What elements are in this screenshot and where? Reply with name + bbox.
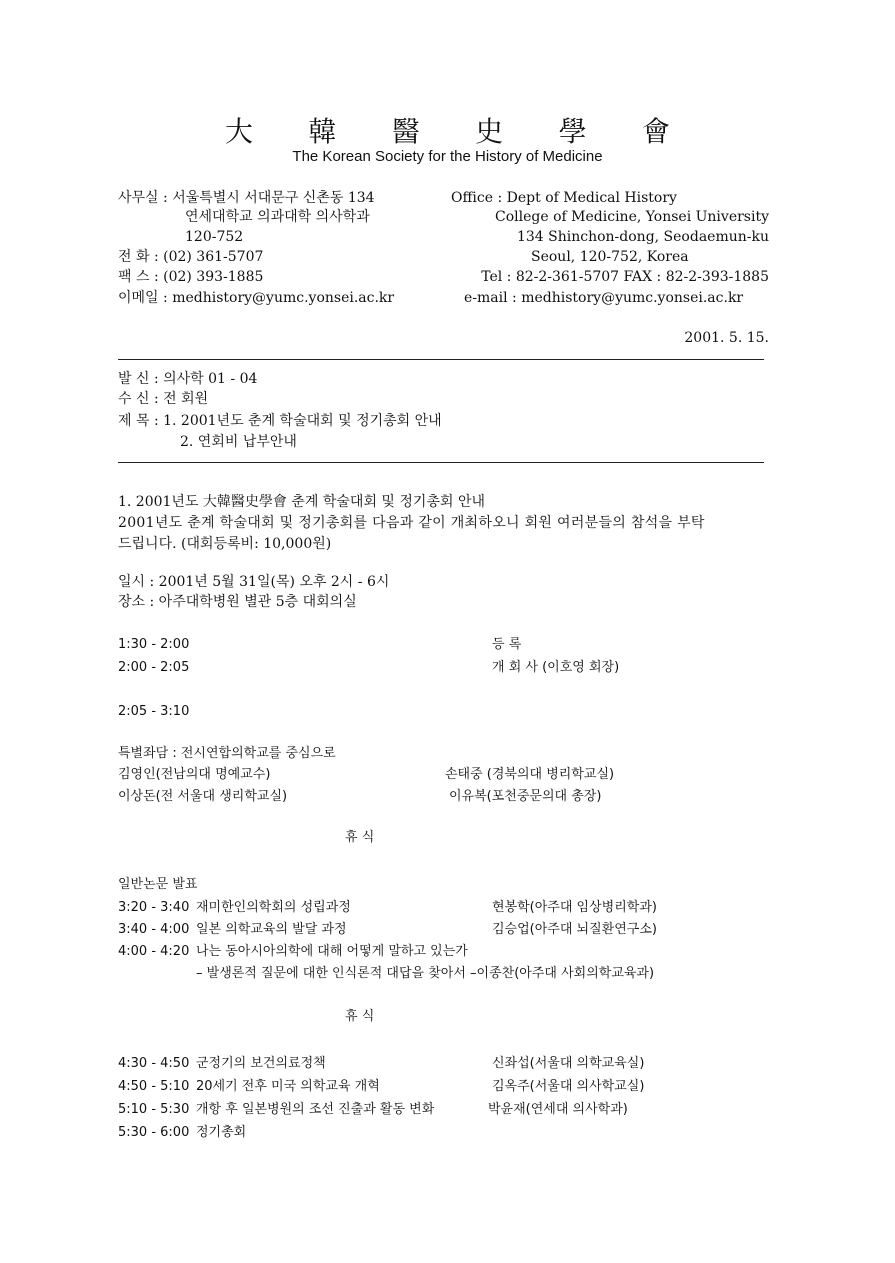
memo-subject-1: 제 목 : 1. 2001년도 춘계 학술대회 및 정기총회 안내 — [118, 413, 442, 429]
talk-speaker: 현봉학(아주대 임상병리학과) — [492, 900, 657, 915]
talk-speaker: 신좌섭(서울대 의학교육실) — [492, 1056, 645, 1071]
event-where: 장소 : 아주대학병원 별관 5층 대회의실 — [118, 594, 357, 610]
divider-top — [118, 359, 764, 360]
intro-line-1: 2001년도 춘계 학술대회 및 정기총회를 다음과 같이 개최하오니 회원 여러분들의 참석을 부탁 — [118, 515, 705, 531]
email-ko: 이메일 : medhistory@yumc.yonsei.ac.kr — [118, 290, 395, 306]
talk-speaker: 김승업(아주대 뇌질환연구소) — [492, 922, 657, 937]
panelist: 손태중 (경북의대 병리학교실) — [445, 767, 615, 782]
registration-time: 1:30 - 2:00 — [118, 637, 190, 652]
office-address-en-3: 134 Shinchon-dong, Seodaemun-ku — [516, 229, 769, 245]
email-en: e-mail : medhistory@yumc.yonsei.ac.kr — [464, 290, 744, 306]
talk-time: 5:10 - 5:30 — [118, 1102, 190, 1117]
special-session-title: 특별좌담 : 전시연합의학교를 중심으로 — [118, 746, 336, 761]
title-char: 大 — [225, 115, 254, 148]
memo-recipient: 수 신 : 전 회원 — [118, 391, 209, 407]
title-char: 韓 — [308, 115, 337, 148]
talk-speaker: 박윤재(연세대 의사학과) — [488, 1102, 628, 1117]
talk-time: 3:20 - 3:40 — [118, 900, 190, 915]
talk-subtitle-with-speaker: – 발생론적 질문에 대한 인식론적 대답을 찾아서 –이종찬(아주대 사회의학교육과) — [196, 966, 655, 981]
opening-label: 개 회 사 (이호영 회장) — [492, 660, 620, 675]
title-char: 醫 — [391, 115, 420, 148]
fax-ko: 팩 스 : (02) 393-1885 — [118, 269, 264, 285]
panelist: 김영인(전남의대 명예교수) — [118, 767, 271, 782]
society-title-english: The Korean Society for the History of Medicine — [292, 148, 603, 165]
talk-title: 일본 의학교육의 발달 과정 — [196, 922, 347, 937]
break-label: 휴 식 — [345, 830, 375, 845]
talk-time: 4:00 - 4:20 — [118, 944, 190, 959]
title-char: 史 — [475, 115, 504, 148]
office-address-ko-1: 사무실 : 서울특별시 서대문구 신촌동 134 — [118, 190, 375, 206]
panelist: 이유복(포천중문의대 총장) — [449, 789, 602, 804]
talk-title: 군정기의 보건의료정책 — [196, 1056, 326, 1071]
panelist: 이상돈(전 서울대 생리학교실) — [118, 789, 288, 804]
document-date: 2001. 5. 15. — [684, 330, 769, 346]
special-session-time: 2:05 - 3:10 — [118, 704, 190, 719]
section-title: 1. 2001년도 大韓醫史學會 춘계 학술대회 및 정기총회 안내 — [118, 494, 485, 510]
memo-subject-2: 2. 연회비 납부안내 — [180, 434, 297, 450]
general-papers-title: 일반논문 발표 — [118, 877, 198, 892]
talk-title: 재미한인의학회의 성립과정 — [196, 900, 351, 915]
talk-title: 개항 후 일본병원의 조선 진출과 활동 변화 — [196, 1102, 435, 1117]
talk-time: 4:30 - 4:50 — [118, 1056, 190, 1071]
phone-ko: 전 화 : (02) 361-5707 — [118, 249, 264, 265]
office-address-ko-3: 120-752 — [185, 229, 244, 245]
title-char: 會 — [641, 115, 670, 148]
divider-bottom — [118, 462, 764, 463]
tel-fax-en: Tel : 82-2-361-5707 FAX : 82-2-393-1885 — [481, 269, 769, 285]
opening-time: 2:00 - 2:05 — [118, 660, 190, 675]
office-address-en-2: College of Medicine, Yonsei University — [495, 209, 769, 225]
talk-time: 4:50 - 5:10 — [118, 1079, 190, 1094]
talk-title: 나는 동아시아의학에 대해 어떻게 말하고 있는가 — [196, 944, 468, 959]
society-title-hanja — [225, 116, 670, 148]
talk-speaker: 김옥주(서울대 의사학교실) — [492, 1079, 645, 1094]
talk-title: 20세기 전후 미국 의학교육 개혁 — [196, 1079, 380, 1094]
registration-label: 등 록 — [492, 637, 522, 652]
title-char: 學 — [558, 115, 587, 148]
event-when: 일시 : 2001년 5월 31일(목) 오후 2시 - 6시 — [118, 574, 390, 590]
office-address-ko-2: 연세대학교 의과대학 의사학과 — [185, 209, 370, 225]
intro-line-2: 드립니다. (대회등록비: 10,000원) — [118, 536, 332, 552]
talk-time: 3:40 - 4:00 — [118, 922, 190, 937]
office-address-en-1: Office : Dept of Medical History — [451, 190, 677, 206]
break-label: 휴 식 — [345, 1009, 375, 1024]
talk-time: 5:30 - 6:00 — [118, 1125, 190, 1140]
memo-sender: 발 신 : 의사학 01 - 04 — [118, 371, 258, 387]
general-meeting-label: 정기총회 — [196, 1125, 247, 1140]
office-address-en-4: Seoul, 120-752, Korea — [531, 249, 689, 265]
